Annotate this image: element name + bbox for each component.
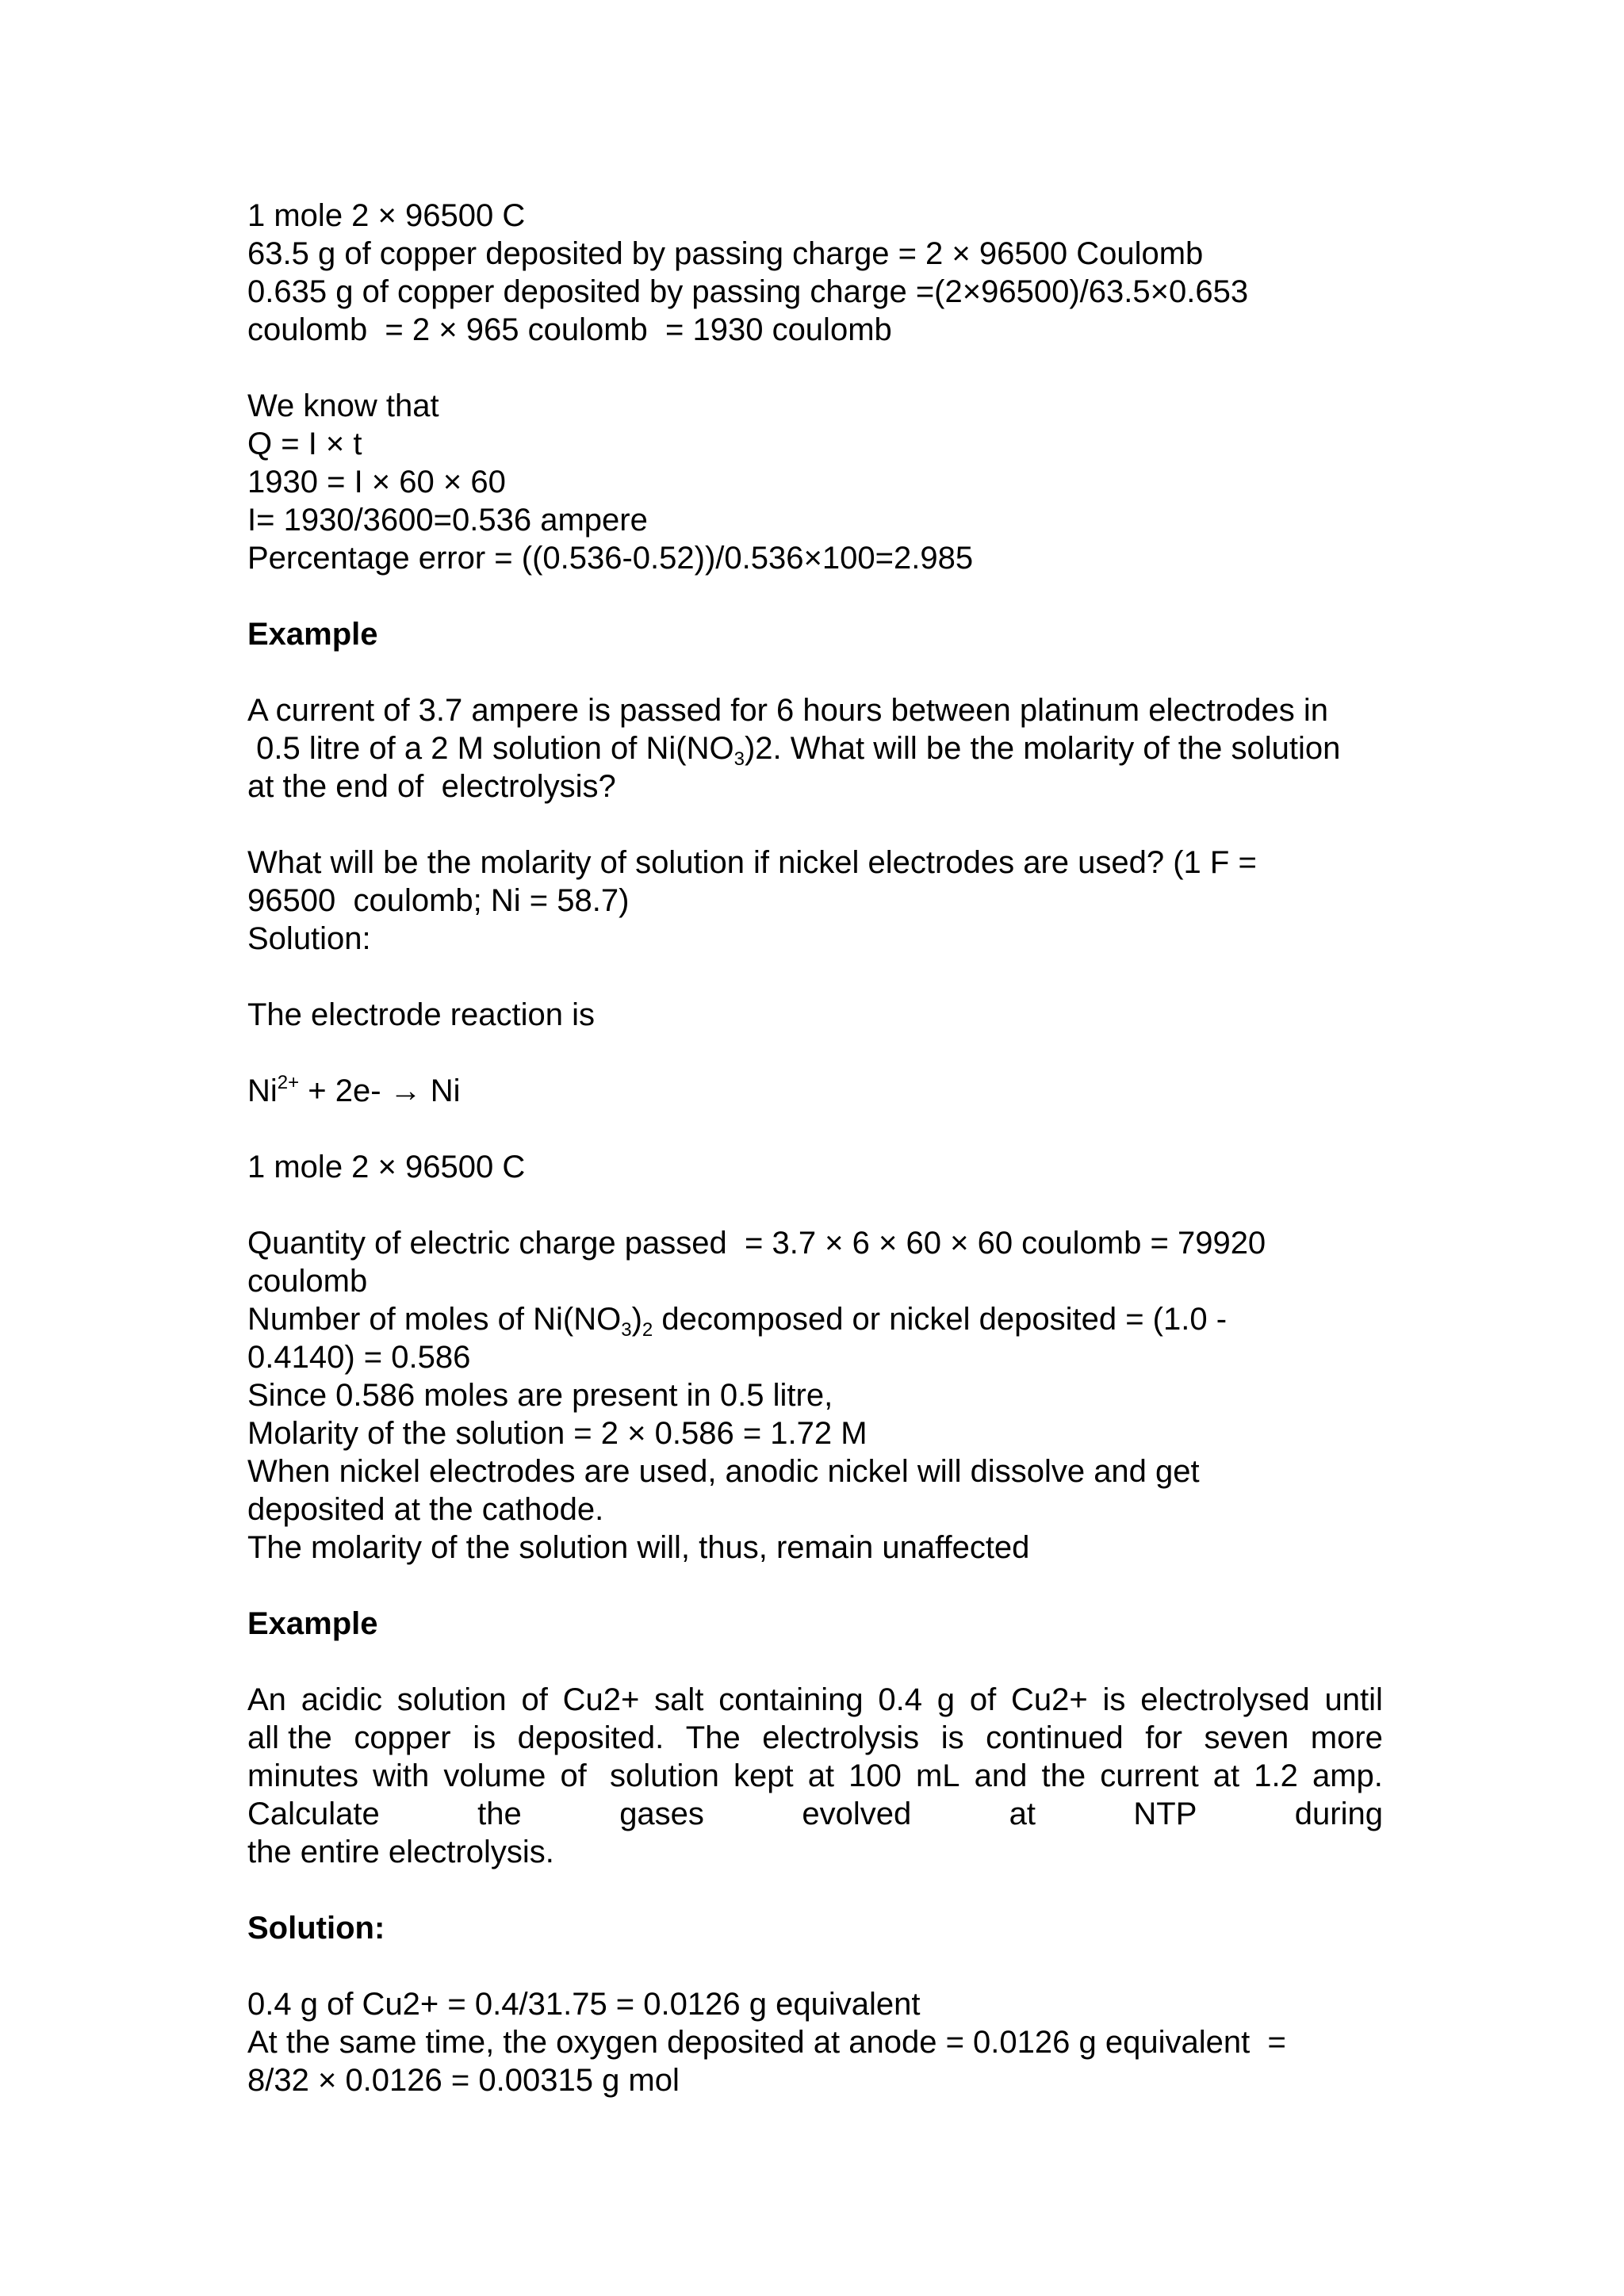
- question-line: at the end of electrolysis?: [247, 769, 616, 804]
- word: solution: [396, 1682, 507, 1717]
- text-line: I= 1930/3600=0.536 ampere: [247, 503, 648, 538]
- question-line: A current of 3.7 ampere is passed for 6 hours between platinum electrodes in: [247, 693, 1328, 728]
- word: until: [1324, 1682, 1383, 1717]
- text-line: 1930 = I × 60 × 60: [247, 465, 506, 499]
- word: 1.2: [1254, 1758, 1298, 1793]
- word: 0.4: [878, 1682, 922, 1717]
- document-page: [247, 197, 1389, 2099]
- word: g: [936, 1682, 956, 1717]
- word: copper: [354, 1720, 451, 1755]
- word: An: [247, 1682, 286, 1717]
- word: Cu2+: [562, 1682, 640, 1717]
- solution-line: Quantity of electric charge passed = 3.7 × 6 × 60 × 60 coulomb = 79920: [247, 1226, 1266, 1261]
- text-line: coulomb = 2 × 965 coulomb = 1930 coulomb: [247, 312, 892, 347]
- word: continued: [986, 1720, 1124, 1755]
- solution-line: coulomb: [247, 1264, 368, 1299]
- word: containing: [718, 1682, 864, 1717]
- solution-line: Number of moles of $Ni(NO_3)_2$ decomposed or nickel deposited = (1.0 -: [247, 1302, 1228, 1341]
- word: minutes: [247, 1758, 359, 1793]
- word: with: [373, 1758, 430, 1793]
- word: electrolysis: [762, 1720, 920, 1755]
- word: kept: [733, 1758, 794, 1793]
- text-line: 1 mole 2 × 96500 C: [247, 198, 526, 233]
- word: current: [1100, 1758, 1199, 1793]
- word: more: [1310, 1720, 1383, 1755]
- word: at: [807, 1758, 835, 1793]
- solution-label: Solution:: [247, 1911, 385, 1946]
- word: all the: [247, 1720, 332, 1755]
- word: Cu2+: [1011, 1682, 1088, 1717]
- text-line: Percentage error = ((0.536-0.52))/0.536×100=2.985: [247, 541, 974, 576]
- word: at: [1009, 1797, 1036, 1831]
- word: gases: [619, 1797, 704, 1831]
- word: evolved: [802, 1797, 912, 1831]
- word: seven: [1204, 1720, 1289, 1755]
- solution-label: Solution:: [247, 921, 371, 956]
- solution-line: 0.4 g of Cu2+ = 0.4/31.75 = 0.0126 g equivalent: [247, 1987, 921, 2022]
- word: during: [1294, 1797, 1383, 1831]
- word: at: [1212, 1758, 1240, 1793]
- word: of: [560, 1758, 596, 1793]
- example-heading: Example: [247, 617, 378, 652]
- solution-line: 0.4140) = 0.586: [247, 1340, 471, 1375]
- reaction-equation: $Ni^{2+} + 2e- \to Ni$: [247, 1072, 461, 1108]
- word: is: [473, 1720, 496, 1755]
- solution-line: 8/32 × 0.0126 = 0.00315 g mol: [247, 2063, 680, 2098]
- text-line: The electrode reaction is: [247, 997, 596, 1032]
- question-line: the entire electrolysis.: [247, 1835, 554, 1869]
- word: for: [1145, 1720, 1182, 1755]
- solution-line: At the same time, the oxygen deposited at anode = 0.0126 g equivalent =: [247, 2025, 1286, 2060]
- text-line: 0.635 g of copper deposited by passing charge =(2×96500)/63.5×0.653: [247, 274, 1249, 309]
- solution-line: The molarity of the solution will, thus, remain unaffected: [247, 1530, 1030, 1565]
- word: acidic: [301, 1682, 382, 1717]
- solution-line: deposited at the cathode.: [247, 1492, 604, 1527]
- word: deposited.: [517, 1720, 665, 1755]
- question-line-justified: [247, 1757, 1383, 1795]
- text-line: 63.5 g of copper deposited by passing charge = 2 × 96500 Coulomb: [247, 236, 1204, 271]
- word: the: [1041, 1758, 1086, 1793]
- text-line: Q = I × t: [247, 427, 362, 461]
- question-line-justified: [247, 1795, 1383, 1833]
- example-heading: Example: [247, 1606, 378, 1641]
- solution-line: Since 0.586 moles are present in 0.5 litre,: [247, 1378, 833, 1413]
- word: mL: [915, 1758, 960, 1793]
- word: The: [685, 1720, 741, 1755]
- word: is: [940, 1720, 964, 1755]
- text-line: We know that: [247, 388, 439, 423]
- word: and: [974, 1758, 1028, 1793]
- question-line-justified: [247, 1681, 1383, 1719]
- word: salt: [654, 1682, 704, 1717]
- solution-line: Molarity of the solution = 2 × 0.586 = 1.72 M: [247, 1416, 868, 1451]
- text-line: 1 mole 2 × 96500 C: [247, 1150, 526, 1184]
- word: amp.: [1312, 1758, 1383, 1793]
- word: NTP: [1133, 1797, 1197, 1831]
- word: volume: [443, 1758, 546, 1793]
- word: Calculate: [247, 1797, 380, 1831]
- word: the: [477, 1797, 522, 1831]
- question-line-justified: [247, 1719, 1383, 1757]
- word: 100: [848, 1758, 902, 1793]
- word: is: [1102, 1682, 1126, 1717]
- word: of: [521, 1682, 548, 1717]
- question-line: 96500 coulomb; Ni = 58.7): [247, 883, 630, 918]
- word: electrolysed: [1140, 1682, 1310, 1717]
- solution-line: When nickel electrodes are used, anodic nickel will dissolve and get: [247, 1454, 1200, 1489]
- question-line: 0.5 litre of a 2 M solution of $Ni(NO_3)2$. What will be the molarity of the solution: [247, 731, 1341, 770]
- word: solution: [610, 1758, 719, 1793]
- question-line: What will be the molarity of solution if nickel electrodes are used? (1 F =: [247, 845, 1257, 880]
- word: of: [969, 1682, 997, 1717]
